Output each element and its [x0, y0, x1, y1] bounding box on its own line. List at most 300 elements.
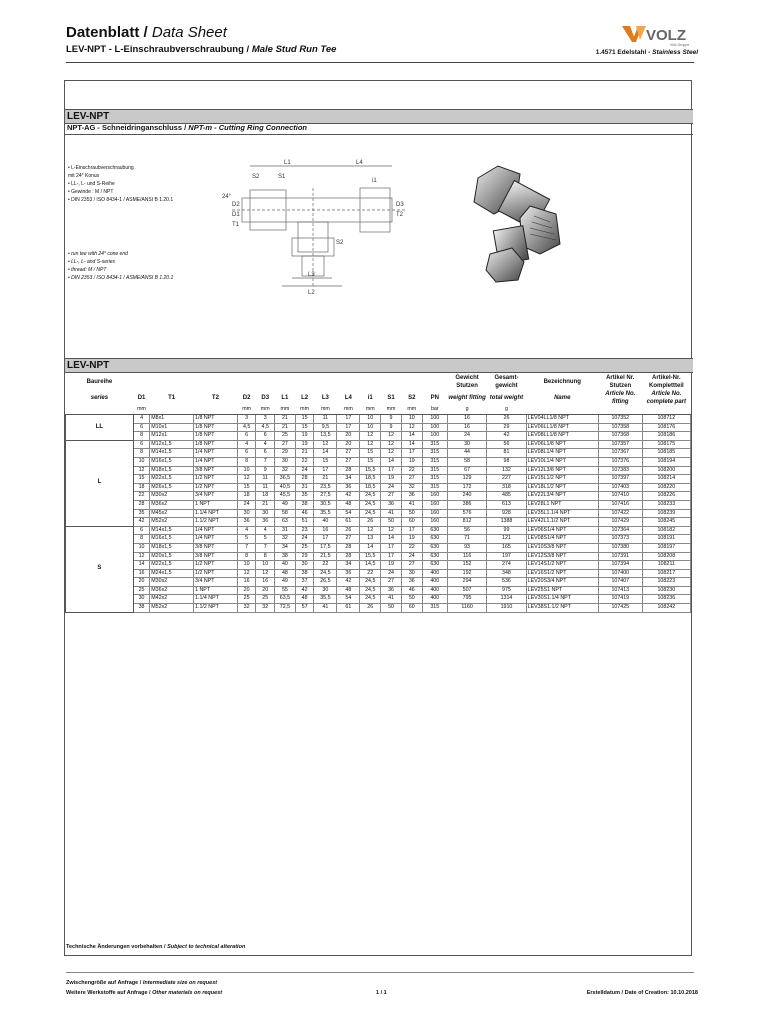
table-cell: 108194	[642, 457, 690, 466]
table-cell: 1.1/2 NPT	[194, 604, 238, 613]
table-cell: 15	[237, 483, 256, 492]
header-cell: Baureihe	[86, 379, 113, 385]
table-cell: 10	[360, 423, 381, 432]
table-cell: M36x2	[150, 500, 194, 509]
header-cell: D2	[242, 395, 251, 401]
table-cell: 48	[337, 586, 360, 595]
table-cell: 30	[237, 509, 256, 518]
table-header-row-en	[66, 390, 691, 406]
table-row	[66, 500, 691, 509]
table-cell: 14	[133, 561, 149, 570]
table-cell: 15	[314, 457, 337, 466]
table-cell: 72,5	[275, 604, 296, 613]
table-cell: 1/2 NPT	[194, 561, 238, 570]
table-cell: M18x1,5	[150, 543, 194, 552]
label-s2-bottom: S2	[336, 240, 344, 246]
table-cell: 107419	[598, 595, 642, 604]
table-cell: 98	[487, 457, 526, 466]
table-cell: 30	[275, 457, 296, 466]
technical-alteration-note: Technische Änderungen vorbehalten / Subject to technical alteration	[66, 944, 246, 950]
table-cell: 25	[133, 586, 149, 595]
table-row	[66, 466, 691, 475]
label-d3: D3	[396, 202, 404, 208]
unit-cell: g	[447, 406, 486, 415]
table-cell: 1.1/4 NPT	[194, 595, 238, 604]
table-cell: 227	[487, 475, 526, 484]
table-cell: 630	[422, 561, 447, 570]
table-cell: 30	[133, 595, 149, 604]
table-cell: 55	[275, 586, 296, 595]
table-cell: 12	[360, 440, 381, 449]
table-cell: 31	[295, 483, 314, 492]
table-cell: 36	[381, 586, 402, 595]
table-cell: 1/4 NPT	[194, 526, 238, 535]
table-cell: 315	[422, 466, 447, 475]
header-cell: Artikel-Nr. Komplettteil	[649, 375, 684, 389]
table-cell: 12	[237, 475, 256, 484]
table-row	[66, 518, 691, 527]
table-cell: 1910	[487, 604, 526, 613]
unit-cell: mm	[401, 406, 422, 415]
table-cell: 1/4 NPT	[194, 457, 238, 466]
header-cell: Gewicht Stutzen	[455, 375, 479, 389]
table-cell: 160	[422, 492, 447, 501]
table-cell: 30	[295, 561, 314, 570]
table-cell: 27	[275, 440, 296, 449]
table-cell: 6	[133, 526, 149, 535]
table-cell: 63,5	[275, 595, 296, 604]
footer-intermediate-size: Zwischengröße auf Anfrage / Intermediate size on request	[66, 980, 218, 986]
label-i1: i1	[372, 178, 377, 184]
table-cell: 42	[133, 518, 149, 527]
table-cell: 27	[337, 457, 360, 466]
table-cell: 34	[275, 543, 296, 552]
table-cell: 8	[133, 535, 149, 544]
table-cell: 107352	[598, 415, 642, 424]
table-cell: 54	[337, 595, 360, 604]
table-cell: 37	[295, 578, 314, 587]
table-cell: 1 NPT	[194, 500, 238, 509]
table-cell: 49	[275, 578, 296, 587]
table-cell: 507	[447, 586, 486, 595]
table-cell: 315	[422, 483, 447, 492]
table-cell: M16x1,5	[150, 457, 194, 466]
table-cell: 22	[360, 569, 381, 578]
table-cell: 22	[314, 561, 337, 570]
table-cell: 56	[447, 526, 486, 535]
table-cell: 108712	[642, 415, 690, 424]
table-cell: 108186	[642, 432, 690, 441]
table-cell: 36	[256, 518, 275, 527]
section-title-bar: LEV-NPT	[65, 109, 693, 124]
header-cell: L3	[321, 395, 329, 401]
table-cell: 613	[487, 500, 526, 509]
table-cell: LEV06S1/4 NPT	[526, 526, 598, 535]
table-cell: 58	[447, 457, 486, 466]
table-cell: 19	[401, 457, 422, 466]
table-cell: 51	[295, 518, 314, 527]
table-cell: LEV08L1/4 NPT	[526, 449, 598, 458]
table-cell: 8	[237, 457, 256, 466]
table-cell: 36	[401, 578, 422, 587]
svg-text:Volz Gruppe: Volz Gruppe	[670, 43, 690, 47]
table-cell: 23,5	[314, 483, 337, 492]
table-cell: 12	[360, 432, 381, 441]
table-cell: 1/4 NPT	[194, 535, 238, 544]
table-cell: 12	[256, 569, 275, 578]
header-cell: S2	[408, 395, 416, 401]
table-cell: 20	[256, 586, 275, 595]
label-t2: T2	[396, 212, 404, 218]
table-cell: 41	[381, 509, 402, 518]
table-cell: 61	[337, 604, 360, 613]
table-cell: 24,5	[360, 492, 381, 501]
table-cell: 108223	[642, 578, 690, 587]
table-cell: 108226	[642, 492, 690, 501]
header-cell: S1	[387, 395, 395, 401]
table-cell: 3/8 NPT	[194, 543, 238, 552]
table-cell: 26	[360, 518, 381, 527]
table-cell: 386	[447, 500, 486, 509]
table-cell: 400	[422, 586, 447, 595]
table-cell: LEV10L1/4 NPT	[526, 457, 598, 466]
label-angle: 24°	[222, 194, 232, 200]
table-cell: 50	[381, 604, 402, 613]
table-cell: 20	[237, 586, 256, 595]
table-cell: M14x1,5	[150, 449, 194, 458]
table-cell: M36x2	[150, 586, 194, 595]
header-cell: Artikel Nr. Stutzen	[606, 375, 635, 389]
header-cell: PN	[430, 395, 439, 401]
table-cell: 26,5	[314, 578, 337, 587]
table-cell: 27	[337, 535, 360, 544]
series-cell: LL	[66, 415, 134, 441]
unit-cell	[150, 406, 194, 415]
table-cell: 108230	[642, 586, 690, 595]
table-cell: 25	[237, 595, 256, 604]
table-cell: 32	[275, 535, 296, 544]
header-cell: Gesamt-gewicht	[494, 375, 519, 389]
unit-cell	[598, 406, 642, 415]
table-cell: 9,5	[314, 423, 337, 432]
table-cell: 17	[381, 552, 402, 561]
table-cell: 12	[401, 423, 422, 432]
table-cell: 107376	[598, 457, 642, 466]
table-cell: 348	[487, 569, 526, 578]
table-cell: 41	[401, 500, 422, 509]
header-cell: Article No. complete part	[646, 391, 686, 405]
table-cell: M8x1	[150, 415, 194, 424]
table-cell: 5	[256, 535, 275, 544]
table-cell: LEV18L1/2 NPT	[526, 483, 598, 492]
table-cell: 17	[314, 535, 337, 544]
table-cell: 6	[256, 432, 275, 441]
table-cell: 10	[237, 561, 256, 570]
label-s2-top: S2	[252, 174, 260, 180]
table-cell: 1/8 NPT	[194, 423, 238, 432]
table-cell: 15	[295, 415, 314, 424]
table-cell: 274	[487, 561, 526, 570]
header-cell: L4	[344, 395, 352, 401]
table-cell: M24x1,5	[150, 569, 194, 578]
table-cell: 7	[237, 543, 256, 552]
table-cell: 108245	[642, 518, 690, 527]
table-cell: 108182	[642, 526, 690, 535]
table-cell: LEV30S1.1/4 NPT	[526, 595, 598, 604]
table-cell: 294	[447, 578, 486, 587]
table-cell: 24	[447, 432, 486, 441]
unit-cell: bar	[422, 406, 447, 415]
table-row	[66, 552, 691, 561]
table-cell: 160	[422, 509, 447, 518]
table-cell: 18	[256, 492, 275, 501]
table-cell: 107429	[598, 518, 642, 527]
table-cell: 24,5	[314, 569, 337, 578]
table-cell: 20	[337, 432, 360, 441]
notes-english: • run tee with 24° cone end • LL-, L- and S-series • thread: M / NPT • DIN 2353 / ISO 8434-1 / ASME/ANSI B 1.20.1	[68, 251, 174, 281]
table-cell: 13,5	[314, 432, 337, 441]
label-d1: D1	[232, 212, 240, 218]
table-cell: 15,5	[360, 552, 381, 561]
table-row	[66, 595, 691, 604]
table-cell: 48	[337, 500, 360, 509]
table-cell: 12	[314, 440, 337, 449]
table-cell: 12	[133, 552, 149, 561]
table-cell: 16	[314, 526, 337, 535]
table-cell: 315	[422, 604, 447, 613]
table-row	[66, 449, 691, 458]
table-cell: LEV16S1/2 NPT	[526, 569, 598, 578]
table-cell: 107373	[598, 535, 642, 544]
table-cell: 11	[256, 483, 275, 492]
table-cell: 61	[337, 518, 360, 527]
table-cell: 50	[401, 595, 422, 604]
header-cell: Bezeichnung	[543, 379, 581, 385]
table-cell: 16	[447, 415, 486, 424]
table-cell: 8	[237, 552, 256, 561]
table-cell: 21	[275, 423, 296, 432]
table-cell: 928	[487, 509, 526, 518]
unit-cell: mm	[337, 406, 360, 415]
table-cell: 108185	[642, 449, 690, 458]
table-cell: 576	[447, 509, 486, 518]
table-cell: 57	[295, 604, 314, 613]
table-cell: 30,5	[314, 500, 337, 509]
table-cell: 58	[275, 509, 296, 518]
footer-divider	[66, 972, 694, 973]
table-cell: 24	[401, 552, 422, 561]
svg-text:VOLZ: VOLZ	[646, 27, 686, 44]
table-cell: 12	[381, 432, 402, 441]
unit-cell: mm	[256, 406, 275, 415]
table-cell: 14	[401, 432, 422, 441]
table-row	[66, 569, 691, 578]
table-cell: 13	[360, 535, 381, 544]
table-cell: 3/4 NPT	[194, 492, 238, 501]
table-cell: 35,5	[314, 595, 337, 604]
table-cell: 9	[256, 466, 275, 475]
table-cell: 36	[381, 500, 402, 509]
table-cell: 30	[314, 586, 337, 595]
table-cell: 28	[337, 543, 360, 552]
table-cell: 28	[337, 466, 360, 475]
table-cell: 12	[360, 526, 381, 535]
table-cell: 108220	[642, 483, 690, 492]
table-cell: 32	[256, 604, 275, 613]
table-cell: 12	[237, 569, 256, 578]
table-cell: 19	[295, 432, 314, 441]
table-cell: 15	[295, 423, 314, 432]
table-cell: 315	[422, 440, 447, 449]
table-cell: M18x1,5	[150, 466, 194, 475]
table-cell: 54	[337, 509, 360, 518]
table-cell: 22	[401, 543, 422, 552]
table-cell: 1/2 NPT	[194, 569, 238, 578]
notes-german: • L-Einschraubverschraubung mit 24° Konus • LL-, L- und S-Reihe • Gewinde : M / NPT • DIN 2353 / ISO 8434-1 / ASME/ANSI B 1.20.1	[68, 165, 174, 203]
table-cell: 172	[447, 483, 486, 492]
table-row	[66, 492, 691, 501]
table-cell: 107413	[598, 586, 642, 595]
table-cell: 45,5	[275, 492, 296, 501]
table-cell: 3/4 NPT	[194, 578, 238, 587]
connection-type: NPT-AG - Schneidringanschluss / NPT-m - Cutting Ring Connection	[65, 122, 693, 135]
table-cell: M20x1,5	[150, 552, 194, 561]
table-cell: 42	[487, 432, 526, 441]
table-cell: 29	[487, 423, 526, 432]
table-cell: 22	[295, 457, 314, 466]
table-row	[66, 561, 691, 570]
table-cell: 812	[447, 518, 486, 527]
table-cell: 15,5	[360, 466, 381, 475]
table-cell: 19	[381, 475, 402, 484]
unit-cell	[642, 406, 690, 415]
table-cell: LEV20S3/4 NPT	[526, 578, 598, 587]
table-cell: 81	[487, 449, 526, 458]
table-cell: 536	[487, 578, 526, 587]
table-cell: 6	[133, 423, 149, 432]
table-cell: 1388	[487, 518, 526, 527]
header-cell: weight fitting	[448, 395, 486, 401]
unit-cell: mm	[237, 406, 256, 415]
table-cell: 10	[401, 415, 422, 424]
table-cell: 10	[360, 415, 381, 424]
table-cell: 36	[337, 569, 360, 578]
table-cell: 485	[487, 492, 526, 501]
table-cell: M22x1,5	[150, 475, 194, 484]
volz-logo	[620, 20, 700, 48]
header-cell: total weight	[489, 395, 524, 401]
table-cell: M45x2	[150, 509, 194, 518]
table-cell: 107410	[598, 492, 642, 501]
table-cell: 107383	[598, 466, 642, 475]
table-cell: 107358	[598, 423, 642, 432]
table-cell: 17	[401, 526, 422, 535]
dimensions-table	[65, 374, 691, 613]
table-cell: 1.1/4 NPT	[194, 509, 238, 518]
table-cell: 107416	[598, 500, 642, 509]
table-cell: 975	[487, 586, 526, 595]
table-cell: 38	[295, 569, 314, 578]
table-cell: 36,5	[275, 475, 296, 484]
table-row	[66, 423, 691, 432]
table-cell: 4,5	[256, 423, 275, 432]
table-cell: 20	[133, 578, 149, 587]
table-cell: 38	[275, 552, 296, 561]
table-cell: 3	[237, 415, 256, 424]
table-cell: 315	[422, 475, 447, 484]
table-cell: 116	[447, 552, 486, 561]
page-number: 1 / 1	[376, 990, 387, 996]
table-cell: 27	[401, 561, 422, 570]
table-cell: 17	[401, 449, 422, 458]
table-cell: 108175	[642, 440, 690, 449]
table-cell: 107400	[598, 569, 642, 578]
header-cell: T2	[211, 395, 219, 401]
table-cell: 192	[447, 569, 486, 578]
table-cell: LEV12S3/8 NPT	[526, 552, 598, 561]
unit-cell: mm	[381, 406, 402, 415]
table-cell: 1/2 NPT	[194, 483, 238, 492]
unit-cell: mm	[314, 406, 337, 415]
table-cell: 197	[487, 552, 526, 561]
table-cell: 630	[422, 552, 447, 561]
table-cell: 8	[133, 449, 149, 458]
table-cell: 4,5	[237, 423, 256, 432]
table-cell: 15	[133, 475, 149, 484]
table-cell: 1314	[487, 595, 526, 604]
table-cell: 11	[256, 475, 275, 484]
table-cell: 14	[381, 457, 402, 466]
table-cell: 27	[401, 475, 422, 484]
table-cell: 28	[295, 475, 314, 484]
label-d2: D2	[232, 202, 240, 208]
table-cell: 35,5	[314, 509, 337, 518]
table-cell: 41	[381, 595, 402, 604]
unit-cell: mm	[275, 406, 296, 415]
unit-cell: mm	[360, 406, 381, 415]
creation-date: Erstelldatum / Date of Creation: 10.10.2018	[586, 990, 698, 996]
table-cell: 100	[422, 415, 447, 424]
table-cell: 35	[295, 492, 314, 501]
header-divider	[66, 62, 694, 63]
table-cell: 630	[422, 535, 447, 544]
table-cell: M42x2	[150, 595, 194, 604]
table-cell: 46	[295, 509, 314, 518]
table-cell: 60	[401, 518, 422, 527]
table-cell: 26	[360, 604, 381, 613]
unit-cell: mm	[133, 406, 149, 415]
table-row	[66, 578, 691, 587]
label-l3: L3	[308, 272, 315, 278]
table-cell: 16	[237, 578, 256, 587]
table-row	[66, 535, 691, 544]
table-cell: 152	[447, 561, 486, 570]
table-cell: M12x1,5	[150, 440, 194, 449]
table-cell: 108214	[642, 475, 690, 484]
table-cell: 12	[133, 466, 149, 475]
table-cell: 15	[360, 457, 381, 466]
table-cell: 19	[295, 440, 314, 449]
table-cell: LEV06LL1/8 NPT	[526, 423, 598, 432]
table-cell: 25	[295, 543, 314, 552]
table-row	[66, 440, 691, 449]
table-row	[66, 415, 691, 424]
table-section-title-bar: LEV-NPT	[65, 358, 693, 373]
table-cell: M52x2	[150, 518, 194, 527]
table-cell: 1/4 NPT	[194, 449, 238, 458]
table-cell: 10	[237, 466, 256, 475]
footer-other-materials: Weitere Werkstoffe auf Anfrage / Other materials on request	[66, 990, 223, 996]
